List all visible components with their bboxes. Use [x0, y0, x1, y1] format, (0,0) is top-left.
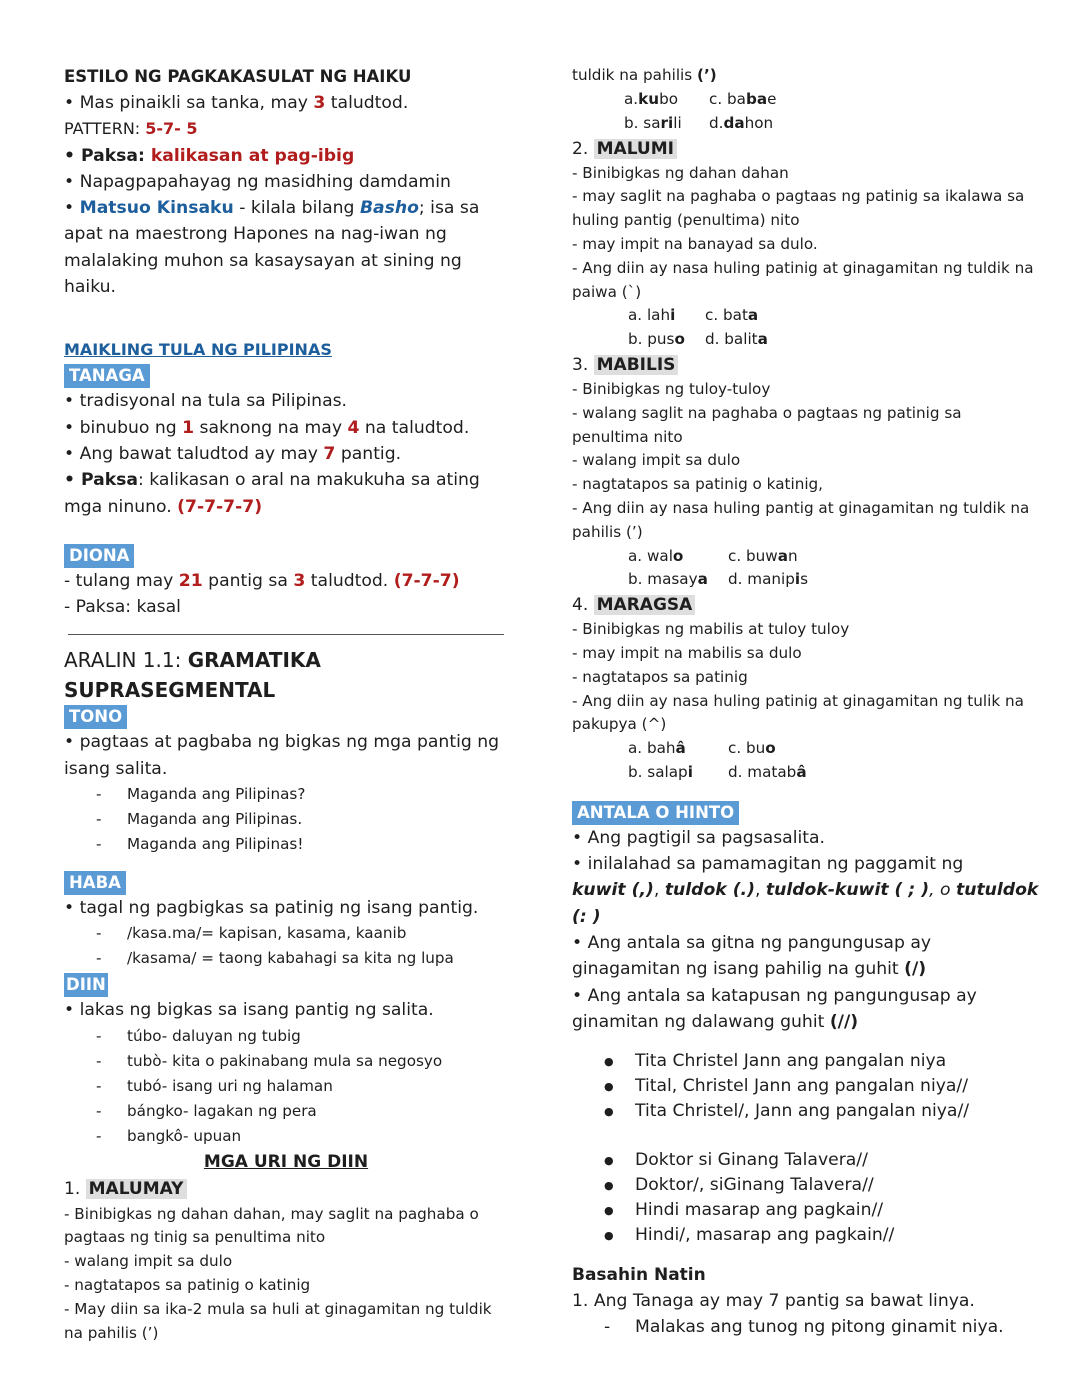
- haba-badge: HABA: [64, 871, 126, 895]
- diin-example: - tubó- isang uri ng halaman: [64, 1074, 508, 1099]
- antala-example: ● Tital, Christel Jann ang pangalan niya//: [572, 1074, 1042, 1099]
- mabilis-line: - Ang diin ay nasa huling pantig at ginagamitan ng tuldik na pahilis (’): [572, 498, 1030, 541]
- antala-line-4: • Ang antala sa katapusan ng pangungusap ay ginamitan ng dalawang guhit (//): [572, 985, 977, 1032]
- basahin-line-1: 1. Ang Tanaga ay may 7 pantig sa bawat linya.: [572, 1291, 975, 1312]
- haiku-matsuo: • Matsuo Kinsaku - kilala bilang Basho; isa sa apat na maestrong Hapones na nag-iwan ng malalaking muhon sa kasaysayan at sining ng haiku.: [64, 198, 480, 298]
- tanaga-line-3: • Ang bawat taludtod ay may 7 pantig.: [64, 443, 402, 464]
- maikling-tula-link[interactable]: MAIKLING TULA NG PILIPINAS: [64, 340, 332, 360]
- antala-line-2: • inilalahad sa pamamagitan ng paggamit ng: [572, 854, 964, 875]
- haiku-line-1: • Mas pinaikli sa tanka, may 3 taludtod.: [64, 93, 409, 113]
- mabilis-options-2: b. masaya d. manipis: [628, 570, 809, 589]
- tono-example: - Maganda ang Pilipinas?: [64, 782, 508, 807]
- aralin-title: ARALIN 1.1: GRAMATIKA SUPRASEGMENTAL: [64, 648, 321, 703]
- diona-badge: DIONA: [64, 544, 134, 568]
- maragsa-line: - nagtatapos sa patinig: [572, 667, 748, 686]
- antala-marks: kuwit (,), tuldok (.), tuldok-kuwit ( ; ), o tutuldok (: ): [572, 880, 1039, 927]
- basahin-heading: Basahin Natin: [572, 1265, 706, 1286]
- tanaga-line-2: • binubuo ng 1 saknong na may 4 na taludtod.: [64, 417, 470, 438]
- diin-example: - túbo- daluyan ng tubig: [64, 1024, 508, 1049]
- diin-desc: • lakas ng bigkas sa isang pantig ng salita.: [64, 1000, 434, 1021]
- tanaga-badge: TANAGA: [64, 364, 150, 388]
- maragsa-line: - may impit na mabilis sa dulo: [572, 643, 802, 662]
- tanaga-line-4: • Paksa: kalikasan o aral na makukuha sa ating mga ninuno. (7-7-7-7): [64, 470, 480, 517]
- maragsa-options-1: a. bahâ c. buo: [628, 739, 776, 758]
- antala-example: ● Hindi/, masarap ang pagkain//: [572, 1223, 1042, 1248]
- malumi-line: - may saglit na paghaba o pagtaas ng patinig sa ikalawa sa huling pantig (penultima) nito: [572, 187, 1025, 230]
- mabilis-line: - nagtatapos sa patinig o katinig,: [572, 475, 824, 494]
- malumay-line: - May diin sa ika-2 mula sa huli at ginagamitan ng tuldik na pahilis (’): [64, 1299, 492, 1342]
- basahin-sub-1: - Malakas ang tunog ng pitong ginamit niya.: [572, 1314, 1042, 1340]
- diona-line-2: - Paksa: kasal: [64, 597, 181, 618]
- haiku-pattern: PATTERN: 5-7- 5: [64, 119, 198, 139]
- malumay-heading: 1. MALUMAY: [64, 1175, 508, 1203]
- maragsa-heading: 4. MARAGSA: [572, 592, 1042, 618]
- section-divider: [68, 634, 504, 635]
- maragsa-options-2: b. salapi d. matabâ: [628, 762, 807, 781]
- malumi-line: - Binibigkas ng dahan dahan: [572, 163, 789, 182]
- diona-line-1: - tulang may 21 pantig sa 3 taludtod. (7-7-7): [64, 570, 460, 591]
- mabilis-line: - walang saglit na paghaba o pagtaas ng patinig sa penultima nito: [572, 403, 962, 446]
- left-column: [64, 64, 508, 1345]
- antala-example: ● Doktor/, siGinang Talavera//: [572, 1173, 1042, 1198]
- diin-example: - tubò- kita o pakinabang mula sa negosyo: [64, 1049, 508, 1074]
- antala-line-1: • Ang pagtigil sa pagsasalita.: [572, 827, 825, 848]
- antala-example: ● Hindi masarap ang pagkain//: [572, 1198, 1042, 1223]
- haba-example-1: - /kasa.ma/= kapisan, kasama, kaanib: [64, 921, 508, 946]
- maragsa-line: - Binibigkas ng mabilis at tuloy tuloy: [572, 620, 850, 639]
- tanaga-line-1: • tradisyonal na tula sa Pilipinas.: [64, 391, 348, 412]
- antala-badge: ANTALA O HINTO: [572, 801, 739, 825]
- antala-example: ● Tita Christel/, Jann ang pangalan niya//: [572, 1099, 1042, 1124]
- haiku-heading: ESTILO NG PAGKAKASULAT NG HAIKU: [64, 67, 412, 86]
- diin-example: - bángko- lagakan ng pera: [64, 1099, 508, 1124]
- malumi-line: - Ang diin ay nasa huling patinig at ginagamitan ng tuldik na paiwa (`): [572, 258, 1034, 301]
- malumay-line: - Binibigkas ng dahan dahan, may saglit na paghaba o pagtaas ng tinig sa penultima nito: [64, 1204, 479, 1247]
- malumi-line: - may impit na banayad sa dulo.: [572, 234, 818, 253]
- malumay-line: - nagtatapos sa patinig o katinig: [64, 1276, 311, 1295]
- maragsa-line: - Ang diin ay nasa huling patinig at ginagamitan ng tulik na pakupya (^): [572, 691, 1024, 734]
- tono-example: - Maganda ang Pilipinas!: [64, 832, 508, 857]
- mga-uri-heading: MGA URI NG DIIN: [203, 1151, 369, 1172]
- antala-example: ● Doktor si Ginang Talavera//: [572, 1148, 1042, 1173]
- malumay-tuldik: tuldik na pahilis (’): [572, 66, 717, 84]
- diin-example: - bangkô- upuan: [64, 1124, 508, 1149]
- mabilis-line: - Binibigkas ng tuloy-tuloy: [572, 379, 771, 398]
- antala-line-3: • Ang antala sa gitna ng pangungusap ay ginagamitan ng isang pahilig na guhit (/): [572, 932, 932, 980]
- malumi-options-1: a. lahi c. bata: [628, 306, 759, 325]
- mabilis-line: - walang impit sa dulo: [572, 451, 741, 470]
- haba-example-2: - /kasama/ = taong kabahagi sa kita ng lupa: [64, 946, 508, 971]
- haiku-line-4: • Napagpapahayag ng masidhing damdamin: [64, 171, 451, 192]
- malumay-options-1: a.kubo c. babae: [624, 90, 777, 108]
- haiku-paksa: • Paksa: kalikasan at pag-ibig: [64, 145, 355, 166]
- tono-desc: • pagtaas at pagbaba ng bigkas ng mga pantig ng isang salita.: [64, 732, 500, 779]
- malumay-options-2: b. sarili d.dahon: [624, 113, 774, 132]
- malumi-heading: 2. MALUMI: [572, 136, 1042, 162]
- antala-example: ● Tita Christel Jann ang pangalan niya: [572, 1049, 1042, 1074]
- diin-badge: DIIN: [64, 973, 108, 997]
- tono-badge: TONO: [64, 705, 127, 729]
- malumay-line: - walang impit sa dulo: [64, 1252, 233, 1271]
- mabilis-heading: 3. MABILIS: [572, 352, 1042, 378]
- mabilis-options-1: a. walo c. buwan: [628, 546, 798, 565]
- right-column: [572, 64, 1042, 1341]
- tono-example: - Maganda ang Pilipinas.: [64, 807, 508, 832]
- malumi-options-2: b. puso d. balita: [628, 330, 768, 349]
- haba-desc: • tagal ng pagbigkas sa patinig ng isang pantig.: [64, 898, 479, 919]
